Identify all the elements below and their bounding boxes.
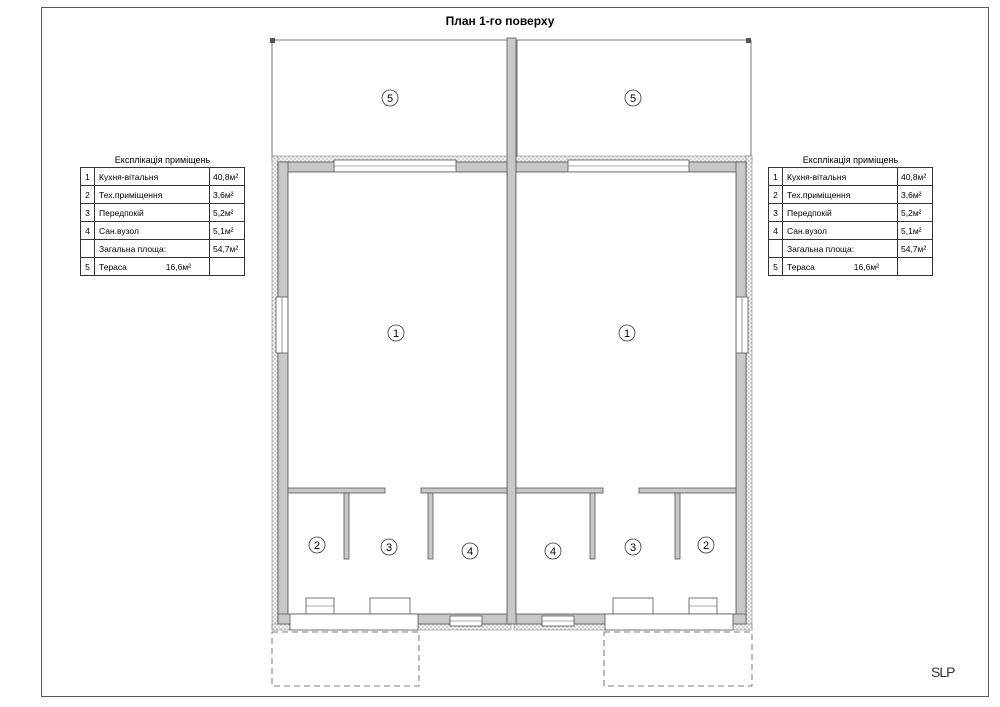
explication-left (80, 153, 245, 276)
terrace-name: Тераса (99, 261, 127, 272)
room-name: Тех.приміщення (783, 186, 898, 204)
room-marker: 5 (386, 93, 394, 105)
table-row: 3 Передпокій 5,2м² (81, 204, 245, 222)
room-area: 5,1м² (210, 222, 245, 240)
insulation-left (272, 156, 278, 630)
table-row: 1 Кухня-вітальня 40,8м² (769, 168, 933, 186)
partition-horizontal (421, 488, 507, 493)
insulation-right (746, 156, 752, 630)
room-area: 40,8м² (210, 168, 245, 186)
room-area: 40,8м² (898, 168, 933, 186)
table-row-total (81, 240, 245, 258)
porch-left (290, 614, 418, 630)
porch-right (605, 614, 733, 630)
terrace-post (746, 38, 751, 43)
room-area: 5,2м² (210, 204, 245, 222)
partition-horizontal (516, 488, 603, 493)
explication-right (768, 153, 933, 276)
entrance-door-right (613, 598, 653, 614)
plan-title: План 1-го поверху (445, 14, 555, 28)
table-row-total (769, 240, 933, 258)
room-marker: 3 (629, 542, 637, 554)
wall-right-outer (736, 162, 746, 622)
canopy-right (604, 632, 752, 686)
explication-title: Експлікація приміщень (114, 155, 211, 165)
partition-vertical (590, 493, 595, 559)
partition-horizontal (639, 488, 736, 493)
table-row: 3 Передпокій 5,2м² (769, 204, 933, 222)
room-marker: 3 (385, 542, 393, 554)
table-row: 4 Сан.вузол 5,1м² (769, 222, 933, 240)
terrace-post (270, 38, 275, 43)
room-marker: 4 (466, 546, 474, 558)
party-wall (507, 38, 516, 624)
room-marker: 2 (702, 540, 710, 552)
room-name: Передпокій (95, 204, 210, 222)
table-row: 4 Сан.вузол 5,1м² (81, 222, 245, 240)
total-label: Загальна площа: (783, 240, 898, 258)
partition-horizontal (288, 488, 385, 493)
room-area: 3,6м² (898, 186, 933, 204)
table-row-terrace: 5 Тераса 16,6м² (769, 258, 933, 276)
room-name: Тех.приміщення (95, 186, 210, 204)
room-marker: 1 (392, 328, 400, 340)
wall-left-outer (278, 162, 288, 622)
terrace-name: Тераса (787, 261, 815, 272)
total-area: 54,7м² (210, 240, 245, 258)
room-marker: 2 (313, 540, 321, 552)
partition-vertical (675, 493, 680, 559)
canopy-left (272, 632, 419, 686)
room-marker: 1 (623, 328, 631, 340)
room-name: Сан.вузол (783, 222, 898, 240)
total-label: Загальна площа: (95, 240, 210, 258)
table-row: 1 Кухня-вітальня 40,8м² (81, 168, 245, 186)
terrace-area: 16,6м² (853, 261, 879, 272)
room-name: Кухня-вітальня (95, 168, 210, 186)
table-row-terrace: 5 Тераса 16,6м² (81, 258, 245, 276)
room-area: 5,2м² (898, 204, 933, 222)
partition-vertical (428, 493, 433, 559)
total-area: 54,7м² (898, 240, 933, 258)
brand-logo: SLP (931, 664, 955, 680)
room-area: 5,1м² (898, 222, 933, 240)
table-row: 2 Тех.приміщення 3,6м² (81, 186, 245, 204)
explication-table (80, 167, 245, 276)
explication-title: Експлікація приміщень (802, 155, 899, 165)
entrance-door-left (370, 598, 410, 614)
partition-vertical (344, 493, 349, 559)
room-marker: 5 (629, 93, 637, 105)
terrace-area: 16,6м² (165, 261, 191, 272)
room-marker: 4 (549, 546, 557, 558)
explication-table (768, 167, 933, 276)
room-name: Кухня-вітальня (783, 168, 898, 186)
room-name: Передпокій (783, 204, 898, 222)
table-row: 2 Тех.приміщення 3,6м² (769, 186, 933, 204)
room-area: 3,6м² (210, 186, 245, 204)
room-name: Сан.вузол (95, 222, 210, 240)
